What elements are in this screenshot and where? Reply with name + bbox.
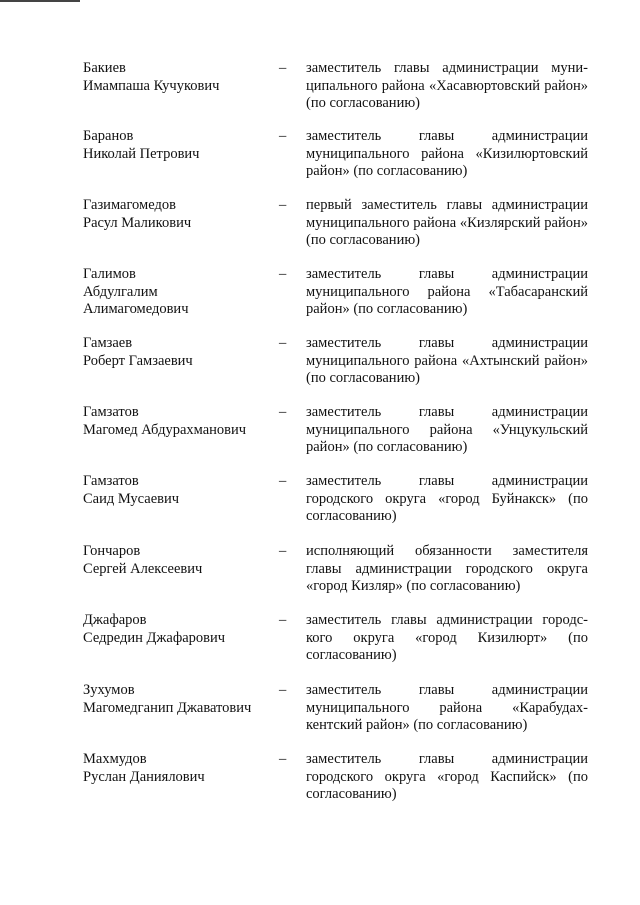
person-name: [83, 751, 273, 786]
surname: Гончаров: [83, 543, 141, 559]
surname: Бакиев: [83, 60, 126, 76]
dash-separator: –: [279, 751, 287, 767]
surname: Зухумов: [83, 682, 135, 698]
given-names: Саид Мусаевич: [83, 490, 180, 507]
dash-separator: –: [279, 266, 287, 282]
position-description: заместитель главы администрации муни-ципального района «Хасавюртовский район» (по согласованию): [306, 60, 588, 111]
person-name: [83, 473, 273, 508]
given-name: Абдулгалим: [83, 283, 158, 300]
person-name: [83, 543, 273, 578]
scan-edge-line: [0, 0, 80, 2]
dash-separator: –: [279, 128, 287, 144]
dash-separator: –: [279, 682, 287, 698]
surname: Газимагомедов: [83, 197, 176, 213]
position-description: заместитель главы администрации муниципального района «Карабудах-кентский район» (по согласованию): [306, 682, 588, 733]
given-names: Имампаша Кучукович: [83, 77, 220, 94]
person-name: [83, 128, 273, 163]
person-name: [83, 612, 273, 647]
dash-separator: –: [279, 197, 287, 213]
given-names: Магомед Абдурахманович: [83, 421, 247, 438]
dash-separator: –: [279, 543, 287, 559]
given-names: Николай Петрович: [83, 145, 200, 162]
surname: Галимов: [83, 266, 136, 282]
person-name: [83, 60, 273, 95]
position-description: исполняющий обязанности заместителя главы администрации городского округа «город Кизляр» (по согласованию): [306, 543, 588, 594]
given-names: Руслан Даниялович: [83, 768, 205, 785]
position-description: заместитель главы администрации муниципального района «Табасаранский район» (по согласованию): [306, 266, 588, 317]
person-name: [83, 404, 273, 439]
position-description: заместитель главы администрации муниципального района «Ахтынский район» (по согласованию): [306, 335, 588, 386]
surname: Джафаров: [83, 612, 147, 628]
dash-separator: –: [279, 335, 287, 351]
given-names: Расул Маликович: [83, 214, 192, 231]
dash-separator: –: [279, 404, 287, 420]
dash-separator: –: [279, 612, 287, 628]
position-description: заместитель главы администрации городского округа «город Буйнакск» (по согласованию): [306, 473, 588, 524]
surname: Махмудов: [83, 751, 147, 767]
person-name: [83, 266, 273, 319]
position-description: заместитель главы администрации городс-кого округа «город Кизилюрт» (по согласованию): [306, 612, 588, 663]
person-name: [83, 197, 273, 232]
surname: Баранов: [83, 128, 134, 144]
given-names: Роберт Гамзаевич: [83, 352, 193, 369]
person-name: [83, 682, 273, 717]
position-description: первый заместитель главы администрации муниципального района «Кизлярский район» (по согласованию): [306, 197, 588, 248]
surname: Гамзаев: [83, 335, 133, 351]
given-names: Седредин Джафарович: [83, 629, 226, 646]
position-description: заместитель главы администрации городского округа «город Каспийск» (по согласованию): [306, 751, 588, 802]
given-names: Магомедганип Джаватович: [83, 699, 252, 716]
dash-separator: –: [279, 60, 287, 76]
surname: Гамзатов: [83, 404, 139, 420]
given-names: Сергей Алексеевич: [83, 560, 203, 577]
dash-separator: –: [279, 473, 287, 489]
person-name: [83, 335, 273, 370]
position-description: заместитель главы администрации муниципального района «Унцукульский район» (по согласованию): [306, 404, 588, 455]
surname: Гамзатов: [83, 473, 139, 489]
position-description: заместитель главы администрации муниципального района «Кизилюртовский район» (по согласованию): [306, 128, 588, 179]
patronymic: Алимагомедович: [83, 301, 189, 317]
